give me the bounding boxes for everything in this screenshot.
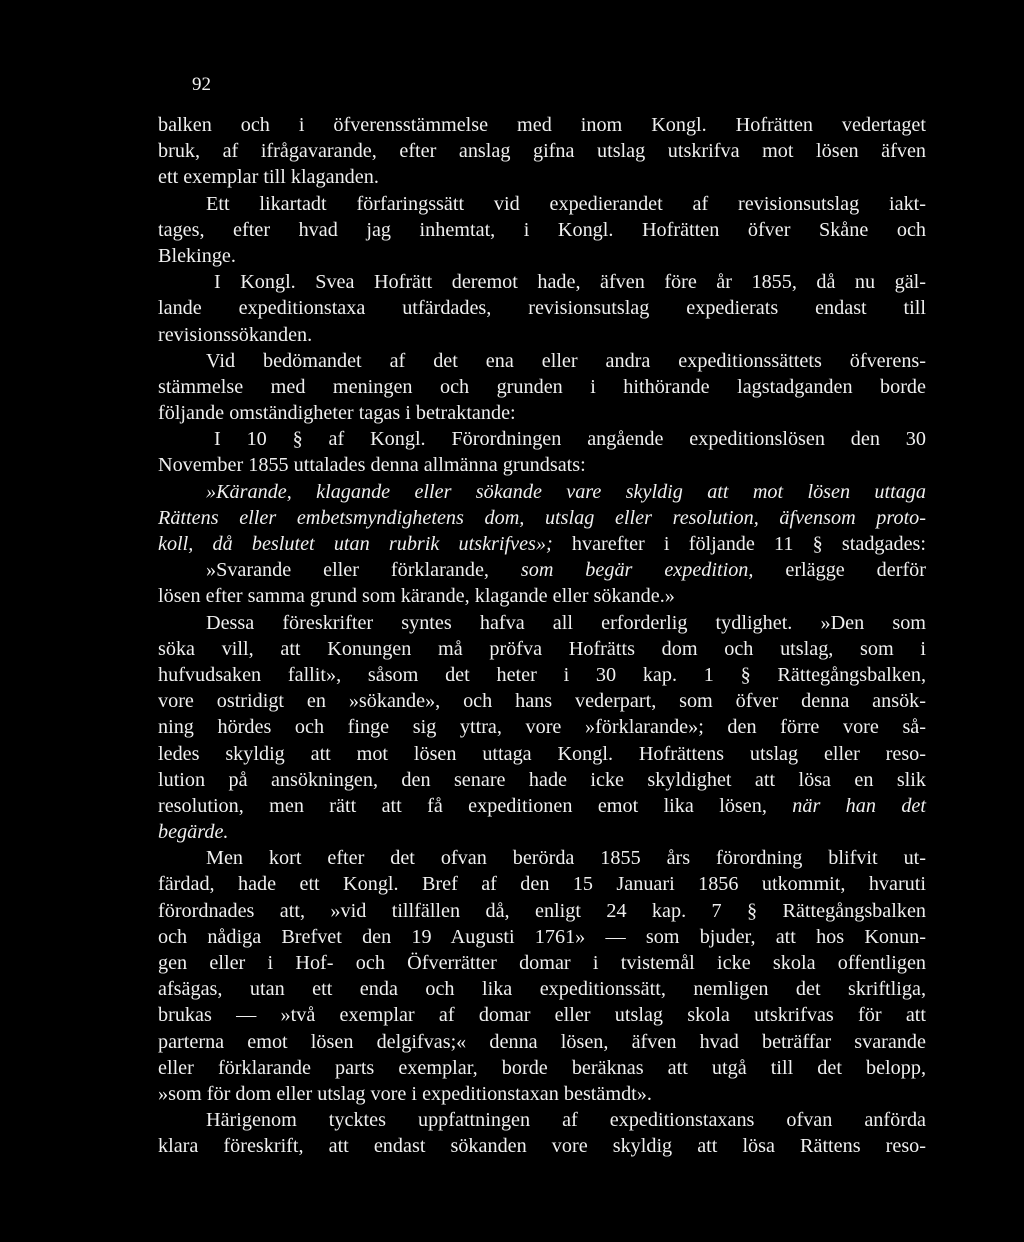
text-line: söka vill, att Konungen må pröfva Hofrätts dom och utslag, som i: [158, 637, 926, 660]
text-line: färdad, hade ett Kongl. Bref af den 15 Januari 1856 utkommit, hvaruti: [158, 873, 926, 896]
text-line: lösen efter samma grund som kärande, klagande eller sökande.»: [158, 585, 675, 608]
text-line: lution på ansökningen, den senare hade icke skyldighet att lösa en slik: [158, 768, 926, 791]
text-line: afsägas, utan ett enda och lika expeditionssätt, nemligen det skriftliga,: [158, 978, 926, 1001]
text-span: när han det: [792, 794, 926, 817]
text-line: [158, 819, 926, 845]
text-line: revisionssökanden.: [158, 323, 313, 346]
text-line: vore ostridigt en »sökande», och hans vederpart, som öfver denna ansök-: [158, 690, 926, 713]
text-line: I 10 § af Kongl. Förordningen angående expeditionslösen den 30: [214, 428, 926, 451]
text-line: I Kongl. Svea Hofrätt deremot hade, äfven före år 1855, då nu gäl-: [214, 271, 926, 294]
text-line: och nådiga Brefvet den 19 Augusti 1761» — som bjuder, att hos Konun-: [158, 925, 926, 948]
text-span: resolution, men rätt att få expeditionen emot lika lösen,: [158, 794, 793, 817]
text-line: Härigenom tycktes uppfattningen af expeditionstaxans ofvan anförda: [206, 1109, 926, 1132]
text-line: [158, 479, 926, 505]
text-line: följande omständigheter tagas i betraktande:: [158, 402, 516, 425]
text-line: Vid bedömandet af det ena eller andra expeditionssättets öfverens-: [206, 349, 926, 372]
text-line: tages, efter hvad jag inhemtat, i Kongl. Hofrätten öfver Skåne och: [158, 218, 926, 241]
text-span: som begär expedition,: [520, 559, 754, 582]
text-line: [158, 531, 926, 557]
text-line: ett exemplar till klaganden.: [158, 166, 379, 189]
text-line: stämmelse med meningen och grunden i hithörande lagstadganden borde: [158, 375, 926, 398]
text-line: November 1855 uttalades denna allmänna grundsats:: [158, 454, 586, 477]
text-line: ledes skyldig att mot lösen uttaga Kongl. Hofrättens utslag eller reso-: [158, 742, 926, 765]
text-line: Blekinge.: [158, 244, 236, 267]
text-line: bruk, af ifrågavarande, efter anslag gifna utslag utskrifva mot lösen äfven: [158, 140, 926, 163]
text-line: förordnades att, »vid tillfällen då, enligt 24 kap. 7 § Rättegångsbalken: [158, 899, 926, 922]
text-line: »som för dom eller utslag vore i expeditionstaxan bestämdt».: [158, 1082, 652, 1105]
text-span: erlägge derför: [753, 559, 926, 582]
text-line: [158, 557, 926, 583]
text-line: [158, 505, 926, 531]
text-line: eller förklarande parts exemplar, borde beräknas att utgå till det belopp,: [158, 1056, 926, 1079]
text-line: parterna emot lösen delgifvas;« denna lösen, äfven hvad beträffar svarande: [158, 1030, 926, 1053]
italic-span: Rättens eller embetsmyndighetens dom, utslag eller resolution, äfvensom proto-: [158, 506, 926, 529]
text-line: Men kort efter det ofvan berörda 1855 års förordning blifvit ut-: [206, 847, 926, 870]
roman-span: hvarefter i följande 11 § stadgades:: [552, 533, 927, 555]
text-line: klara föreskrift, att endast sökanden vore skyldig att lösa Rättens reso-: [158, 1135, 926, 1158]
text-line: brukas — »två exemplar af domar eller utslag skola utskrifvas för att: [158, 1004, 926, 1027]
text-line: hufvudsaken fallit», såsom det heter i 30 kap. 1 § Rättegångsbalken,: [158, 663, 926, 686]
italic-span: koll, då beslutet utan rubrik utskrifves»;: [158, 533, 553, 555]
text-line: Dessa föreskrifter syntes hafva all erforderlig tydlighet. »Den som: [206, 611, 926, 634]
page-number: 92: [192, 74, 211, 95]
text-line: balken och i öfverensstämmelse med inom Kongl. Hofrätten vedertaget: [158, 114, 926, 136]
text-line: [158, 793, 926, 819]
text-line: lande expeditionstaxa utfärdades, revisionsutslag expedierats endast till: [158, 297, 926, 320]
body-text: [158, 112, 926, 1160]
italic-span: begärde.: [158, 821, 229, 844]
text-line: gen eller i Hof- och Öfverrätter domar i tvistemål icke skola offentligen: [158, 952, 926, 974]
italic-span: »Kärande, klagande eller sökande vare skyldig att mot lösen uttaga: [206, 480, 926, 503]
text-line: ning hördes och finge sig yttra, vore »förklarande»; den förre vore så-: [158, 716, 926, 739]
text-span: »Svarande eller förklarande,: [206, 559, 521, 582]
text-line: Ett likartadt förfaringssätt vid expedierandet af revisionsutslag iakt-: [206, 192, 926, 215]
